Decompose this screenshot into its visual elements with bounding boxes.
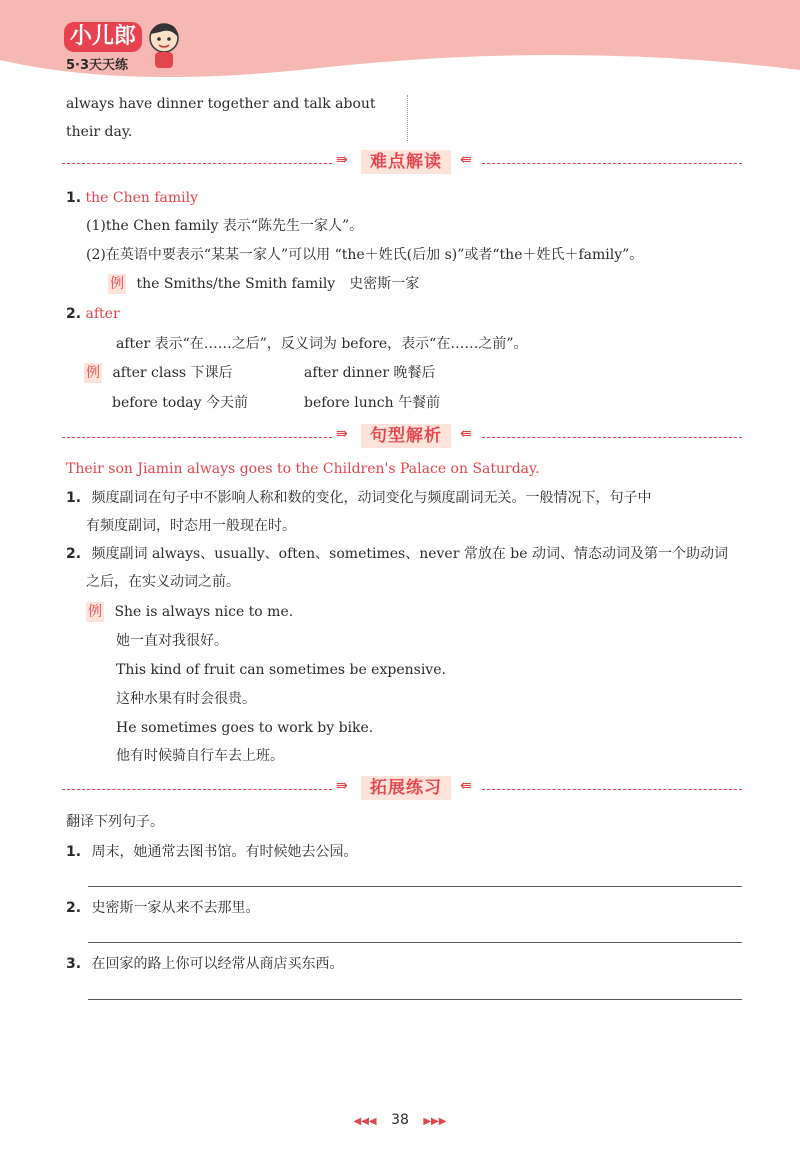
item-number: 1. xyxy=(66,844,82,860)
mascot-icon xyxy=(146,20,182,72)
example-text: 他有时候骑自行车去上班。 xyxy=(116,748,284,764)
item-number: 3. xyxy=(66,956,82,972)
section-title-exercise: 拓展练习 xyxy=(361,776,451,800)
triangle-left-icon: ◀◀◀ xyxy=(353,1116,377,1127)
difficult-2-desc: after 表示“在……之后”，反义词为 before，表示“在……之前”。 xyxy=(116,336,528,352)
pattern-point-2-line-1 xyxy=(66,544,728,564)
difficult-1-example xyxy=(108,274,419,294)
answer-line-3[interactable] xyxy=(88,999,742,1000)
difficult-1-sub-2: (2)在英语中要表示“某某一家人”可以用 “the＋姓氏(后加 s)”或者“the＋姓氏＋family”。 xyxy=(86,247,644,263)
intro-line-2: their day. xyxy=(66,124,133,140)
arrow-left-icon: ⇚ xyxy=(460,778,472,794)
point-text: 频度副词在句子中不影响人称和数的变化，动词变化与频度副词无关。一般情况下，句子中 xyxy=(91,490,652,506)
triangle-right-icon: ▶▶▶ xyxy=(423,1116,447,1127)
difficult-point-1 xyxy=(66,188,198,208)
arrow-left-icon: ⇚ xyxy=(460,426,472,442)
example-text: 她一直对我很好。 xyxy=(116,633,228,649)
exercise-item-3 xyxy=(66,954,344,974)
pattern-point-1-line-1 xyxy=(66,488,652,508)
difficult-point-2 xyxy=(66,304,120,324)
column-divider xyxy=(407,95,408,141)
answer-line-1[interactable] xyxy=(88,886,742,887)
pattern-example-1 xyxy=(86,602,293,622)
example-badge: 例 xyxy=(86,365,100,381)
item-text: 周末，她通常去图书馆。有时候她去公园。 xyxy=(91,844,358,860)
example-badge: 例 xyxy=(88,604,102,620)
example-text: after class 下课后 xyxy=(112,365,233,381)
point-number: 1. xyxy=(66,190,82,206)
section-title-difficult: 难点解读 xyxy=(361,150,451,174)
example-text: before lunch 午餐前 xyxy=(304,395,441,411)
example-text: after dinner 晚餐后 xyxy=(304,365,436,381)
exercise-item-1 xyxy=(66,842,358,862)
point-title: after xyxy=(85,306,120,322)
arrow-right-icon: ⇛ xyxy=(336,152,348,168)
section-header-pattern xyxy=(62,424,742,450)
section-header-exercise xyxy=(62,776,742,802)
example-text: 这种水果有时会很贵。 xyxy=(116,691,256,707)
example-text: This kind of fruit can sometimes be expensive. xyxy=(116,662,446,678)
intro-line-1: always have dinner together and talk about xyxy=(66,96,376,112)
point-number: 2. xyxy=(66,306,82,322)
difficult-2-example-row-1 xyxy=(84,363,233,383)
pattern-point-1-line-2: 有频度副词，时态用一般现在时。 xyxy=(86,518,296,534)
section-title-pattern: 句型解析 xyxy=(361,424,451,448)
pattern-point-2-line-2: 之后，在实义动词之前。 xyxy=(86,574,240,590)
example-text: She is always nice to me. xyxy=(114,604,294,620)
item-number: 2. xyxy=(66,900,82,916)
section-header-difficult xyxy=(62,150,742,176)
exercise-instruction: 翻译下列句子。 xyxy=(66,814,164,830)
point-number: 1. xyxy=(66,490,82,506)
difficult-1-sub-1: (1)the Chen family 表示“陈先生一家人”。 xyxy=(86,218,364,234)
example-badge: 例 xyxy=(110,276,124,292)
arrow-right-icon: ⇛ xyxy=(336,426,348,442)
pattern-sentence: Their son Jiamin always goes to the Children's Palace on Saturday. xyxy=(66,461,540,477)
item-text: 在回家的路上你可以经常从商店买东西。 xyxy=(91,956,344,972)
brand-series: 5·3天天练 xyxy=(66,58,129,73)
example-text: before today 今天前 xyxy=(112,395,249,411)
page-number: 38 xyxy=(391,1112,409,1128)
brand-title: 小儿郎 xyxy=(64,22,142,52)
page-footer xyxy=(330,1112,470,1128)
answer-line-2[interactable] xyxy=(88,942,742,943)
point-text: 频度副词 always、usually、often、sometimes、never 常放在 be 动词、情态动词及第一个助动词 xyxy=(91,546,728,562)
point-number: 2. xyxy=(66,546,82,562)
point-title: the Chen family xyxy=(85,190,199,206)
item-text: 史密斯一家从来不去那里。 xyxy=(91,900,260,916)
brand-logo xyxy=(64,22,142,73)
exercise-item-2 xyxy=(66,898,260,918)
arrow-left-icon: ⇚ xyxy=(460,152,472,168)
example-text: He sometimes goes to work by bike. xyxy=(116,720,374,736)
arrow-right-icon: ⇛ xyxy=(336,778,348,794)
example-text: the Smiths/the Smith family 史密斯一家 xyxy=(136,276,420,292)
